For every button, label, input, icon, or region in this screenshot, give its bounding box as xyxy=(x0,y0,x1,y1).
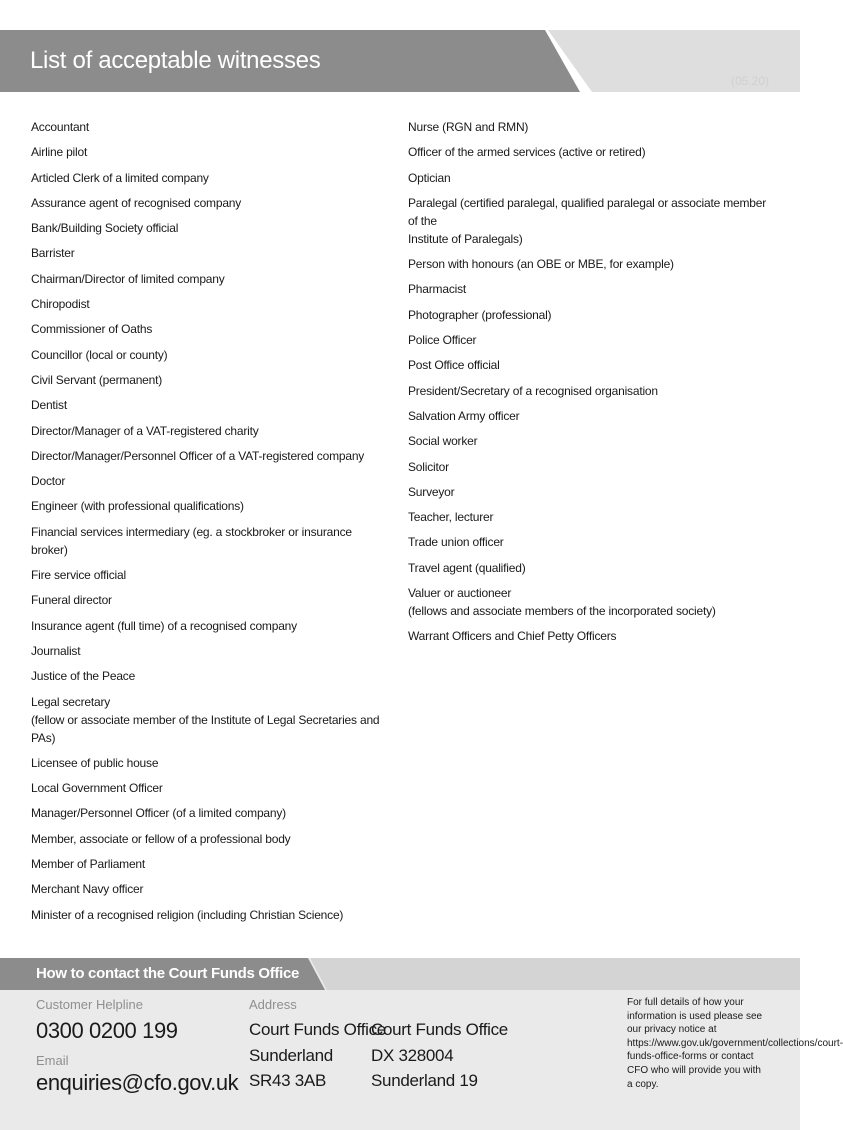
witness-item xyxy=(408,627,768,645)
witness-label: Paralegal (certified paralegal, qualified paralegal or associate member of the xyxy=(408,195,767,228)
witness-item xyxy=(31,642,391,660)
witness-label: Merchant Navy officer xyxy=(31,882,144,897)
witness-item xyxy=(408,407,768,425)
witness-label: Local Government Officer xyxy=(31,781,163,796)
witness-label: Police Officer xyxy=(408,333,477,348)
witness-item xyxy=(408,432,768,450)
witness-label: Chiropodist xyxy=(31,297,90,312)
witness-item xyxy=(408,143,768,161)
witness-item xyxy=(31,371,391,389)
witness-item xyxy=(31,830,391,848)
witness-item xyxy=(408,559,768,577)
witness-item xyxy=(31,566,391,584)
witness-item xyxy=(31,667,391,685)
witness-label: Journalist xyxy=(31,643,81,658)
witness-label: Nurse (RGN and RMN) xyxy=(408,120,529,134)
witness-label: Accountant xyxy=(31,120,90,134)
witness-label: Airline pilot xyxy=(31,145,88,160)
witness-label: Post Office official xyxy=(408,358,500,373)
witness-label: Member, associate or fellow of a professional body xyxy=(31,831,291,846)
witness-label: Officer of the armed services (active or retired) xyxy=(408,145,646,160)
witness-label: Valuer or auctioneer xyxy=(408,586,512,601)
witness-label: Engineer (with professional qualifications) xyxy=(31,499,244,514)
witness-item xyxy=(31,523,391,559)
witness-item xyxy=(31,779,391,797)
page-title: List of acceptable witnesses xyxy=(30,47,321,74)
witness-item xyxy=(31,422,391,440)
witness-item xyxy=(408,306,768,324)
address-2-line: DX 328004 xyxy=(371,1045,454,1065)
address-1-line: Sunderland xyxy=(249,1045,333,1065)
witness-label: Assurance agent of recognised company xyxy=(31,195,242,210)
witness-label: Commissioner of Oaths xyxy=(31,322,153,337)
witness-item xyxy=(31,295,391,313)
email-address[interactable]: enquiries@cfo.gov.uk xyxy=(36,1070,239,1095)
helpline-number[interactable]: 0300 0200 199 xyxy=(36,1018,178,1043)
address-label: Address xyxy=(249,997,297,1012)
witness-label: Person with honours (an OBE or MBE, for example) xyxy=(408,257,674,272)
address-1-line: SR43 3AB xyxy=(249,1071,326,1090)
witness-label: Optician xyxy=(408,170,451,185)
witness-item xyxy=(31,906,391,924)
contact-footer xyxy=(0,958,843,1130)
witness-item xyxy=(408,584,768,620)
witness-label: Social worker xyxy=(408,434,478,449)
witness-label: Pharmacist xyxy=(408,282,467,297)
witness-label: Solicitor xyxy=(408,459,449,474)
witness-label: Warrant Officers and Chief Petty Officers xyxy=(408,629,617,644)
witness-label: Member of Parliament xyxy=(31,857,146,872)
witness-detail: (fellows and associate members of the incorporated society) xyxy=(408,604,716,619)
witness-item xyxy=(408,382,768,400)
witness-item xyxy=(408,118,768,136)
witness-item xyxy=(31,472,391,490)
witness-label: Director/Manager/Personnel Officer of a VAT-registered company xyxy=(31,448,365,463)
witness-label: Salvation Army officer xyxy=(408,408,520,423)
witness-label: Licensee of public house xyxy=(31,755,159,770)
form-version-code: (05.20) xyxy=(730,74,769,88)
address-1-line: Court Funds Office xyxy=(249,1020,386,1039)
witness-item xyxy=(408,356,768,374)
witness-label: Surveyor xyxy=(408,484,455,499)
witness-item xyxy=(31,396,391,414)
witness-label: Director/Manager of a VAT-registered charity xyxy=(31,423,259,438)
email-label: Email xyxy=(36,1053,69,1068)
witness-label: Dentist xyxy=(31,398,67,413)
address-2-line: Court Funds Office xyxy=(371,1020,508,1039)
privacy-notice: For full details of how your information is used please see our privacy notice at https://www.gov.uk/government/collections/court-funds-office-forms or contact CFO who will provide you with a copy. xyxy=(627,997,843,1090)
witness-label: Photographer (professional) xyxy=(408,307,552,322)
witness-item xyxy=(31,617,391,635)
address-block-2 xyxy=(371,1017,508,1094)
witness-label: Funeral director xyxy=(31,593,112,608)
witness-label: Trade union officer xyxy=(408,535,504,550)
witness-item xyxy=(408,255,768,273)
witness-item xyxy=(31,447,391,465)
address-block-1 xyxy=(249,1017,386,1094)
witness-item xyxy=(31,194,391,212)
witness-item xyxy=(408,331,768,349)
witness-detail: Institute of Paralegals) xyxy=(408,231,523,246)
witness-label: President/Secretary of a recognised organisation xyxy=(408,383,658,398)
witness-label: Travel agent (qualified) xyxy=(408,560,526,575)
witness-item xyxy=(408,169,768,187)
witness-label: Chairman/Director of limited company xyxy=(31,271,225,286)
witness-item xyxy=(408,533,768,551)
witness-item xyxy=(408,280,768,298)
witness-item xyxy=(408,483,768,501)
witness-item xyxy=(31,880,391,898)
witness-item xyxy=(31,754,391,772)
witness-item xyxy=(31,244,391,262)
witness-item xyxy=(31,169,391,187)
address-2-line: Sunderland 19 xyxy=(371,1071,478,1090)
witness-list-right xyxy=(408,118,768,653)
witness-item xyxy=(31,497,391,515)
witness-item xyxy=(31,143,391,161)
witness-label: Doctor xyxy=(31,474,66,489)
witness-item xyxy=(31,855,391,873)
witness-label: Bank/Building Society official xyxy=(31,221,179,236)
witness-item xyxy=(31,804,391,822)
witness-item xyxy=(31,693,391,747)
witness-item xyxy=(31,346,391,364)
witness-item xyxy=(31,320,391,338)
witness-label: Minister of a recognised religion (including Christian Science) xyxy=(31,907,344,922)
witness-item xyxy=(31,270,391,288)
witness-item xyxy=(31,118,391,136)
witness-label: Councillor (local or county) xyxy=(31,347,168,362)
page-header xyxy=(0,30,800,92)
witness-label: Articled Clerk of a limited company xyxy=(31,170,209,185)
footer-title: How to contact the Court Funds Office xyxy=(36,965,300,982)
witness-item xyxy=(31,591,391,609)
witness-item xyxy=(408,508,768,526)
witness-label: Civil Servant (permanent) xyxy=(31,372,163,387)
footer-light-band xyxy=(310,958,800,990)
witness-label: Insurance agent (full time) of a recognised company xyxy=(31,618,297,633)
witness-item xyxy=(408,194,768,248)
witness-item xyxy=(408,458,768,476)
witness-item xyxy=(31,219,391,237)
witness-label: Financial services intermediary (eg. a stockbroker or insurance broker) xyxy=(31,524,352,557)
witness-label: Justice of the Peace xyxy=(31,669,136,684)
witness-label: Barrister xyxy=(31,246,75,261)
witness-list-left xyxy=(31,118,391,931)
helpline-label: Customer Helpline xyxy=(36,997,143,1012)
witness-label: Legal secretary xyxy=(31,694,111,709)
witness-label: Manager/Personnel Officer (of a limited company) xyxy=(31,806,286,821)
witness-label: Teacher, lecturer xyxy=(408,510,494,525)
witness-detail: (fellow or associate member of the Institute of Legal Secretaries and PAs) xyxy=(31,712,380,745)
witness-label: Fire service official xyxy=(31,568,126,583)
